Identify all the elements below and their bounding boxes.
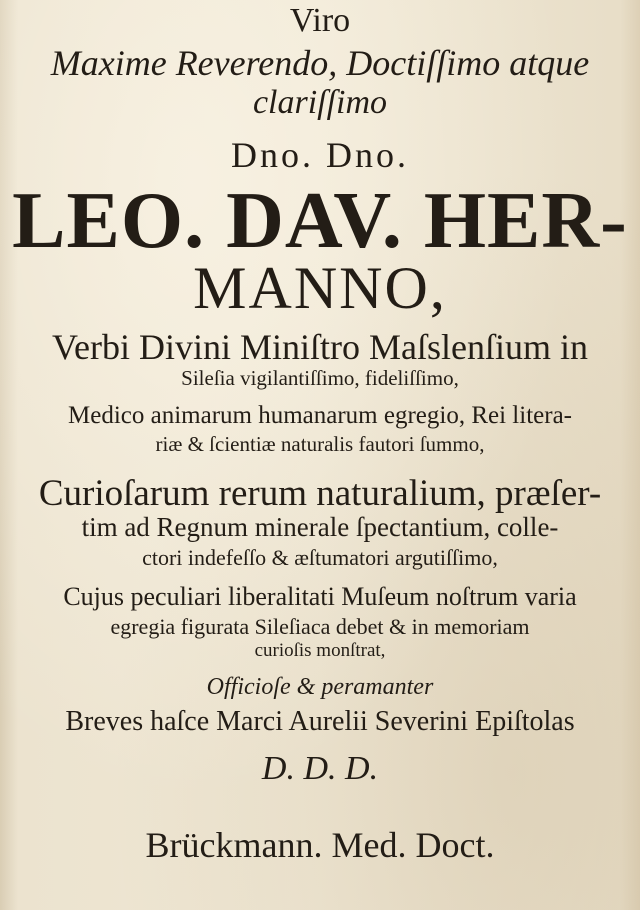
dedication-epithets: Maxime Reverendo, Doctiſſimo atque: [50, 43, 590, 83]
dedicatee-office-cont: Sileſia vigilantiſſimo, fideliſſimo,: [181, 366, 459, 390]
cujus-line: Cujus peculiari liberalitati Muſeum noſtrum varia: [63, 582, 577, 611]
author-signature-line: Brückmann. Med. Doct.: [145, 825, 495, 865]
dedication-dno: Dno. Dno.: [231, 135, 409, 175]
curiosarum-line-cont-1: tim ad Regnum minerale ſpectantium, colle-: [81, 512, 559, 542]
dedication-clarissimo: clariſſimo: [252, 84, 388, 121]
medico-line-cont: riæ & ſcientiæ naturalis fautori ſummo,: [155, 432, 485, 456]
dedicatee-office: Verbi Divini Miniſtro Maſslenſium in: [52, 327, 588, 367]
curiosarum-line-cont-2: ctori indefeſſo & æſtumatori argutiſſimo,: [142, 545, 498, 570]
cujus-line-cont-1: egregia figurata Sileſiaca debet & in memoriam: [110, 614, 530, 639]
breves-line: Breves haſce Marci Aurelii Severini Epiſtolas: [65, 706, 575, 737]
ddd-line: D. D. D.: [261, 750, 379, 787]
dedicatee-name-line-2: MANNO,: [193, 255, 447, 321]
officiose-line: Officioſe & peramanter: [206, 674, 434, 700]
dedication-viro: Viro: [289, 2, 351, 39]
dedicatee-name-line-1: LEO. DAV. HER-: [12, 177, 628, 265]
medico-line: Medico animarum humanarum egregio, Rei litera-: [68, 402, 572, 429]
curiosarum-line: Curioſarum rerum naturalium, præſer-: [38, 473, 602, 514]
cujus-line-cont-2: curioſis monſtrat,: [254, 640, 386, 661]
